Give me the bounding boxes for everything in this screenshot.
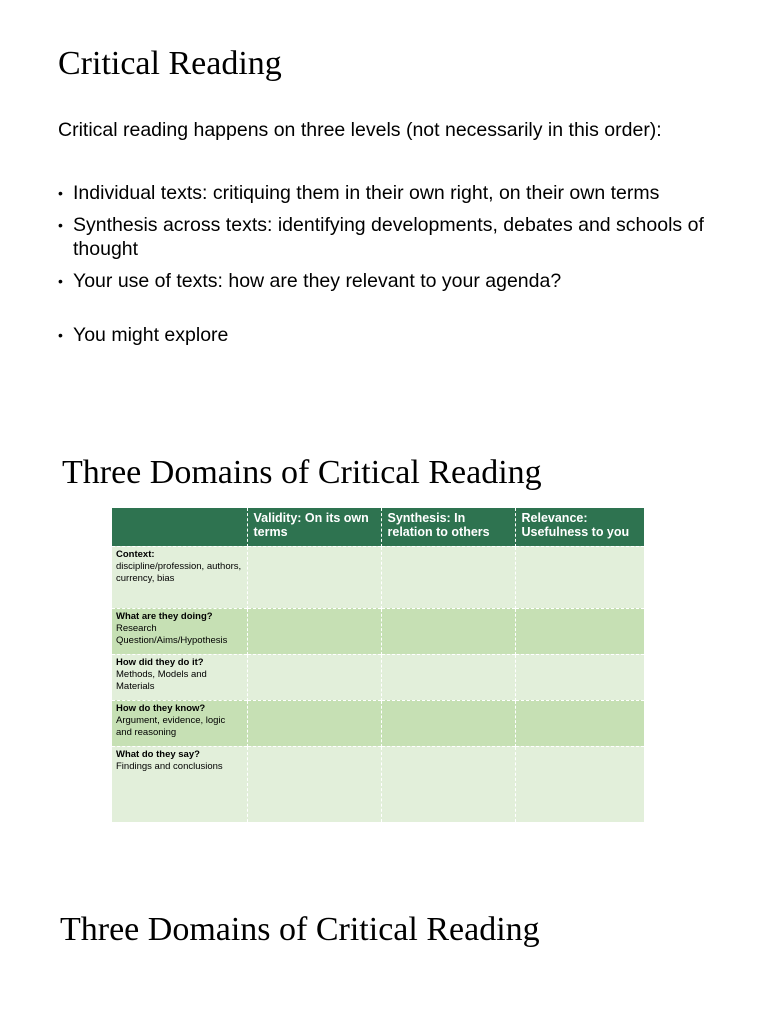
table-cell bbox=[247, 546, 381, 608]
table-cell bbox=[381, 654, 515, 700]
table-row bbox=[112, 700, 644, 746]
table-cell bbox=[515, 608, 644, 654]
bullet-text: You might explore bbox=[73, 324, 229, 346]
slide-title-three-domains-2: Three Domains of Critical Reading bbox=[60, 911, 540, 948]
table-header-relevance: Relevance: Usefulness to you bbox=[515, 508, 644, 546]
table-cell bbox=[247, 608, 381, 654]
table-row bbox=[112, 654, 644, 700]
table-cell bbox=[381, 608, 515, 654]
table-cell bbox=[515, 746, 644, 822]
row-heading: Context: bbox=[116, 548, 155, 560]
bullet-dot: • bbox=[58, 273, 63, 289]
row-detail: Research Question/Aims/Hypothesis bbox=[116, 622, 228, 646]
bullet-dot: • bbox=[58, 217, 63, 233]
table-cell bbox=[247, 700, 381, 746]
row-detail: discipline/profession, authors, currency, bias bbox=[116, 560, 242, 584]
table-row bbox=[112, 608, 644, 654]
table-cell bbox=[515, 546, 644, 608]
row-heading: What are they doing? bbox=[116, 610, 213, 622]
table-cell bbox=[381, 746, 515, 822]
row-label-cell bbox=[112, 700, 247, 746]
bullet-item bbox=[58, 181, 728, 205]
table-header-row bbox=[112, 508, 644, 546]
bullet-dot: • bbox=[58, 327, 63, 343]
table-header-validity: Validity: On its own terms bbox=[247, 508, 381, 546]
table-cell bbox=[247, 746, 381, 822]
bullet-item bbox=[58, 323, 728, 347]
row-label-cell bbox=[112, 546, 247, 608]
row-detail: Methods, Models and Materials bbox=[116, 668, 207, 692]
row-heading: What do they say? bbox=[116, 748, 200, 760]
three-domains-table bbox=[112, 508, 644, 822]
bullet-dot: • bbox=[58, 185, 63, 201]
table-row bbox=[112, 546, 644, 608]
bullet-list bbox=[58, 181, 728, 355]
table-header-cell bbox=[112, 508, 247, 546]
table-cell bbox=[247, 654, 381, 700]
slide-title-three-domains: Three Domains of Critical Reading bbox=[62, 454, 542, 491]
bullet-item bbox=[58, 213, 728, 261]
bullet-text: Individual texts: critiquing them in their own right, on their own terms bbox=[73, 182, 660, 204]
table-row bbox=[112, 746, 644, 822]
row-label-cell bbox=[112, 608, 247, 654]
slide-title-critical-reading: Critical Reading bbox=[58, 45, 282, 82]
bullet-text: Synthesis across texts: identifying developments, debates and schools of thought bbox=[73, 214, 704, 260]
row-label-cell bbox=[112, 746, 247, 822]
table-cell bbox=[515, 654, 644, 700]
row-heading: How did they do it? bbox=[116, 656, 204, 668]
table-header-synthesis: Synthesis: In relation to others bbox=[381, 508, 515, 546]
row-heading: How do they know? bbox=[116, 702, 206, 714]
table-cell bbox=[515, 700, 644, 746]
table-cell bbox=[381, 546, 515, 608]
bullet-text: Your use of texts: how are they relevant to your agenda? bbox=[73, 270, 562, 292]
intro-text: Critical reading happens on three levels (not necessarily in this order): bbox=[58, 119, 662, 141]
bullet-item bbox=[58, 269, 728, 293]
row-detail: Findings and conclusions bbox=[116, 760, 223, 772]
row-detail: Argument, evidence, logic and reasoning bbox=[116, 714, 226, 738]
row-label-cell bbox=[112, 654, 247, 700]
table-cell bbox=[381, 700, 515, 746]
